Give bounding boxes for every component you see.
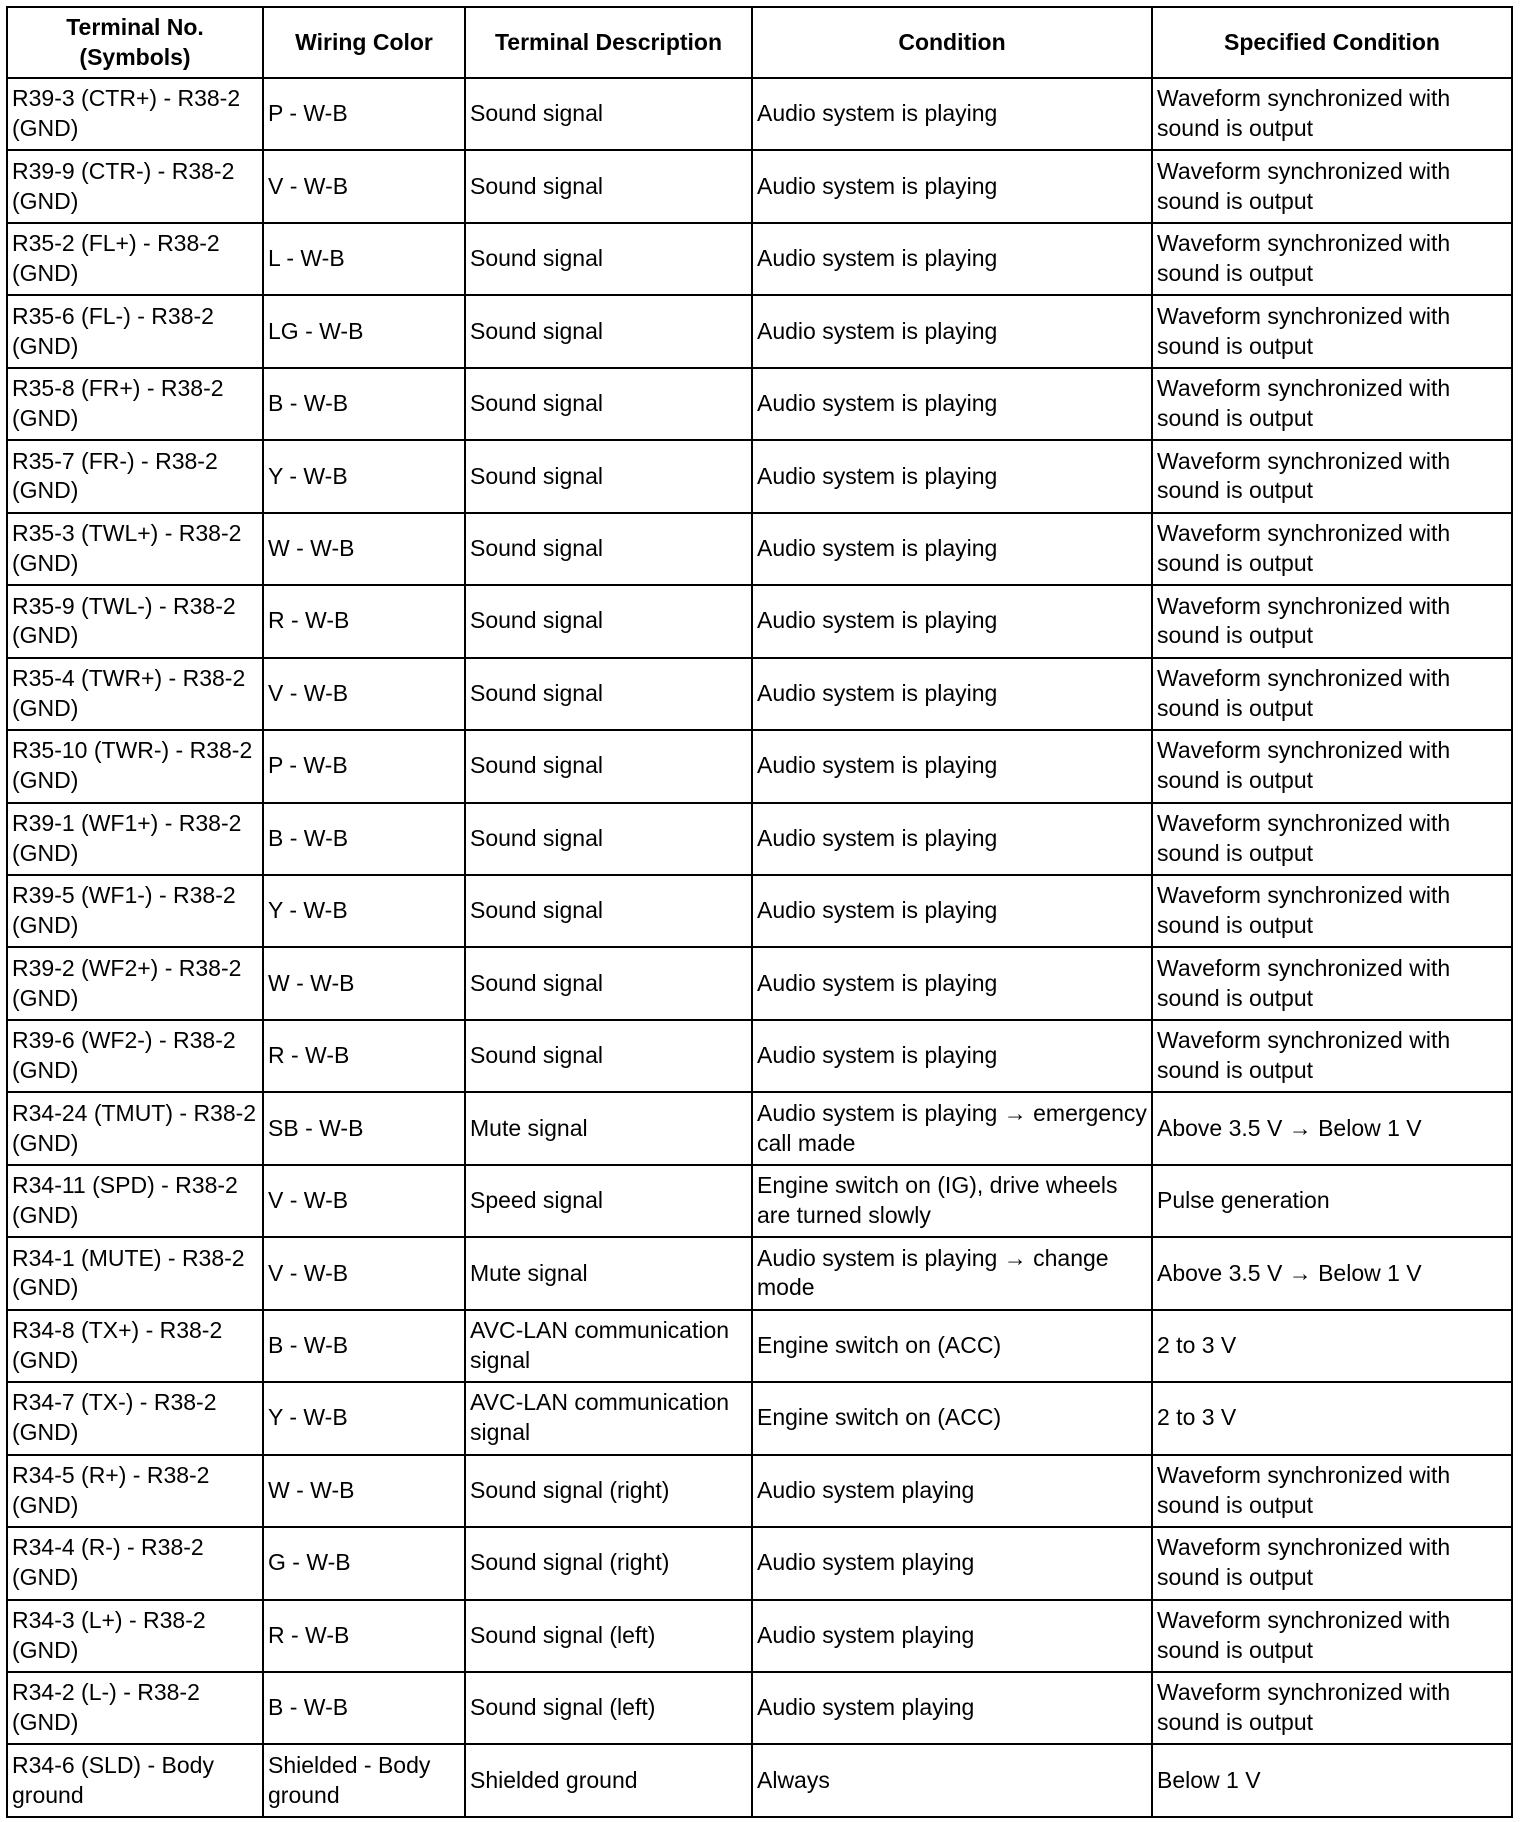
cell-terminal: R39-2 (WF2+) - R38-2 (GND) <box>7 947 263 1019</box>
table-row <box>7 947 1512 1019</box>
cell-terminal: R34-8 (TX+) - R38-2 (GND) <box>7 1310 263 1382</box>
header-terminal-no <box>7 7 263 78</box>
table-row <box>7 1382 1512 1454</box>
cell-wiring-color: P - W-B <box>263 730 465 802</box>
cell-terminal: R34-3 (L+) - R38-2 (GND) <box>7 1600 263 1672</box>
header-line: Terminal Description <box>494 28 723 55</box>
cell-description: Sound signal <box>465 1020 752 1092</box>
cell-condition: Always <box>752 1744 1152 1817</box>
cell-wiring-color: W - W-B <box>263 947 465 1019</box>
cell-condition: Engine switch on (IG), drive wheels are turned slowly <box>752 1165 1152 1237</box>
table-row <box>7 295 1512 367</box>
cell-wiring-color: R - W-B <box>263 1600 465 1672</box>
cell-terminal: R35-10 (TWR-) - R38-2 (GND) <box>7 730 263 802</box>
table-row <box>7 440 1512 512</box>
table-row <box>7 1672 1512 1744</box>
cell-terminal: R39-6 (WF2-) - R38-2 (GND) <box>7 1020 263 1092</box>
table-row <box>7 1165 1512 1237</box>
cell-condition: Audio system is playing <box>752 658 1152 730</box>
cell-specified-condition: Above 3.5 V → Below 1 V <box>1152 1237 1512 1309</box>
cell-terminal: R35-4 (TWR+) - R38-2 (GND) <box>7 658 263 730</box>
cell-terminal: R34-11 (SPD) - R38-2 (GND) <box>7 1165 263 1237</box>
cell-description: Sound signal <box>465 368 752 440</box>
cell-specified-condition: Waveform synchronized with sound is output <box>1152 730 1512 802</box>
cell-wiring-color: W - W-B <box>263 1455 465 1527</box>
table-row <box>7 585 1512 657</box>
cell-specified-condition: Waveform synchronized with sound is output <box>1152 875 1512 947</box>
cell-condition: Audio system is playing <box>752 585 1152 657</box>
cell-specified-condition: Waveform synchronized with sound is output <box>1152 585 1512 657</box>
cell-terminal: R35-7 (FR-) - R38-2 (GND) <box>7 440 263 512</box>
cell-terminal: R34-4 (R-) - R38-2 (GND) <box>7 1527 263 1599</box>
table-row <box>7 513 1512 585</box>
cell-condition: Audio system is playing <box>752 440 1152 512</box>
cell-terminal: R34-6 (SLD) - Body ground <box>7 1744 263 1817</box>
cell-description: Sound signal (left) <box>465 1672 752 1744</box>
cell-wiring-color: Shielded - Body ground <box>263 1744 465 1817</box>
cell-specified-condition: Waveform synchronized with sound is output <box>1152 1455 1512 1527</box>
cell-description: Mute signal <box>465 1237 752 1309</box>
cell-wiring-color: SB - W-B <box>263 1092 465 1164</box>
cell-description: AVC-LAN communication signal <box>465 1382 752 1454</box>
table-row <box>7 1455 1512 1527</box>
cell-terminal: R35-3 (TWL+) - R38-2 (GND) <box>7 513 263 585</box>
cell-wiring-color: Y - W-B <box>263 440 465 512</box>
cell-specified-condition: Waveform synchronized with sound is output <box>1152 803 1512 875</box>
cell-condition: Audio system playing <box>752 1600 1152 1672</box>
table-row <box>7 1020 1512 1092</box>
cell-terminal: R34-1 (MUTE) - R38-2 (GND) <box>7 1237 263 1309</box>
table-row <box>7 368 1512 440</box>
header-row <box>7 7 1512 78</box>
cell-specified-condition: Waveform synchronized with sound is output <box>1152 513 1512 585</box>
cell-terminal: R34-7 (TX-) - R38-2 (GND) <box>7 1382 263 1454</box>
header-terminal-description <box>465 7 752 78</box>
cell-wiring-color: V - W-B <box>263 150 465 222</box>
header-condition <box>752 7 1152 78</box>
cell-wiring-color: B - W-B <box>263 1672 465 1744</box>
cell-description: Sound signal <box>465 223 752 295</box>
cell-description: Sound signal (right) <box>465 1527 752 1599</box>
cell-description: Sound signal <box>465 730 752 802</box>
cell-description: Sound signal <box>465 513 752 585</box>
cell-condition: Engine switch on (ACC) <box>752 1382 1152 1454</box>
cell-specified-condition: Waveform synchronized with sound is output <box>1152 658 1512 730</box>
cell-specified-condition: Waveform synchronized with sound is output <box>1152 78 1512 150</box>
cell-wiring-color: V - W-B <box>263 1237 465 1309</box>
table-row <box>7 1237 1512 1309</box>
cell-condition: Audio system playing <box>752 1672 1152 1744</box>
cell-specified-condition: Waveform synchronized with sound is output <box>1152 947 1512 1019</box>
cell-description: Sound signal <box>465 875 752 947</box>
cell-specified-condition: Below 1 V <box>1152 1744 1512 1817</box>
cell-wiring-color: B - W-B <box>263 368 465 440</box>
cell-terminal: R35-2 (FL+) - R38-2 (GND) <box>7 223 263 295</box>
cell-terminal: R39-3 (CTR+) - R38-2 (GND) <box>7 78 263 150</box>
cell-terminal: R35-6 (FL-) - R38-2 (GND) <box>7 295 263 367</box>
cell-description: Sound signal <box>465 585 752 657</box>
cell-condition: Audio system is playing <box>752 1020 1152 1092</box>
cell-condition: Audio system is playing <box>752 223 1152 295</box>
cell-wiring-color: R - W-B <box>263 1020 465 1092</box>
cell-condition: Audio system is playing <box>752 875 1152 947</box>
table-body <box>7 78 1512 1817</box>
cell-terminal: R39-1 (WF1+) - R38-2 (GND) <box>7 803 263 875</box>
table-row <box>7 1092 1512 1164</box>
cell-terminal: R35-8 (FR+) - R38-2 (GND) <box>7 368 263 440</box>
cell-terminal: R35-9 (TWL-) - R38-2 (GND) <box>7 585 263 657</box>
cell-wiring-color: LG - W-B <box>263 295 465 367</box>
header-wiring-color <box>263 7 465 78</box>
cell-condition: Audio system is playing <box>752 947 1152 1019</box>
cell-specified-condition: Waveform synchronized with sound is output <box>1152 150 1512 222</box>
cell-condition: Audio system is playing <box>752 150 1152 222</box>
cell-description: AVC-LAN communication signal <box>465 1310 752 1382</box>
header-line: Terminal No. <box>66 13 204 40</box>
cell-specified-condition: Waveform synchronized with sound is output <box>1152 1527 1512 1599</box>
cell-wiring-color: B - W-B <box>263 803 465 875</box>
cell-terminal: R34-2 (L-) - R38-2 (GND) <box>7 1672 263 1744</box>
cell-wiring-color: Y - W-B <box>263 1382 465 1454</box>
cell-description: Sound signal <box>465 78 752 150</box>
table-row <box>7 150 1512 222</box>
cell-specified-condition: Waveform synchronized with sound is output <box>1152 1600 1512 1672</box>
terminal-table <box>6 6 1513 1818</box>
table-row <box>7 78 1512 150</box>
cell-specified-condition: Pulse generation <box>1152 1165 1512 1237</box>
cell-condition: Audio system is playing <box>752 295 1152 367</box>
header-line: Specified Condition <box>1224 28 1440 55</box>
cell-wiring-color: P - W-B <box>263 78 465 150</box>
table-row <box>7 1600 1512 1672</box>
cell-wiring-color: W - W-B <box>263 513 465 585</box>
cell-terminal: R39-9 (CTR-) - R38-2 (GND) <box>7 150 263 222</box>
cell-specified-condition: Above 3.5 V → Below 1 V <box>1152 1092 1512 1164</box>
header-line: Condition <box>898 28 1006 55</box>
cell-description: Sound signal <box>465 295 752 367</box>
cell-wiring-color: L - W-B <box>263 223 465 295</box>
table-row <box>7 1527 1512 1599</box>
cell-terminal: R34-24 (TMUT) - R38-2 (GND) <box>7 1092 263 1164</box>
table-row <box>7 1744 1512 1817</box>
cell-terminal: R34-5 (R+) - R38-2 (GND) <box>7 1455 263 1527</box>
cell-specified-condition: Waveform synchronized with sound is output <box>1152 368 1512 440</box>
cell-condition: Audio system is playing <box>752 513 1152 585</box>
cell-wiring-color: G - W-B <box>263 1527 465 1599</box>
cell-specified-condition: Waveform synchronized with sound is output <box>1152 295 1512 367</box>
cell-specified-condition: Waveform synchronized with sound is output <box>1152 1020 1512 1092</box>
cell-description: Sound signal <box>465 803 752 875</box>
cell-specified-condition: Waveform synchronized with sound is output <box>1152 440 1512 512</box>
table-row <box>7 658 1512 730</box>
cell-wiring-color: R - W-B <box>263 585 465 657</box>
cell-description: Mute signal <box>465 1092 752 1164</box>
cell-description: Sound signal <box>465 658 752 730</box>
table-row <box>7 1310 1512 1382</box>
cell-condition: Audio system is playing → emergency call made <box>752 1092 1152 1164</box>
header-line: Wiring Color <box>295 28 433 55</box>
cell-specified-condition: Waveform synchronized with sound is output <box>1152 223 1512 295</box>
cell-description: Sound signal <box>465 440 752 512</box>
cell-description: Sound signal (left) <box>465 1600 752 1672</box>
header-line: (Symbols) <box>79 43 191 70</box>
cell-description: Sound signal (right) <box>465 1455 752 1527</box>
cell-condition: Audio system playing <box>752 1527 1152 1599</box>
cell-specified-condition: Waveform synchronized with sound is output <box>1152 1672 1512 1744</box>
cell-specified-condition: 2 to 3 V <box>1152 1310 1512 1382</box>
cell-condition: Audio system is playing → change mode <box>752 1237 1152 1309</box>
cell-condition: Audio system is playing <box>752 78 1152 150</box>
cell-specified-condition: 2 to 3 V <box>1152 1382 1512 1454</box>
cell-description: Sound signal <box>465 150 752 222</box>
table-row <box>7 875 1512 947</box>
cell-wiring-color: Y - W-B <box>263 875 465 947</box>
cell-wiring-color: V - W-B <box>263 1165 465 1237</box>
cell-condition: Audio system playing <box>752 1455 1152 1527</box>
header-specified-condition <box>1152 7 1512 78</box>
table-row <box>7 223 1512 295</box>
cell-terminal: R39-5 (WF1-) - R38-2 (GND) <box>7 875 263 947</box>
cell-description: Speed signal <box>465 1165 752 1237</box>
cell-condition: Audio system is playing <box>752 803 1152 875</box>
cell-condition: Audio system is playing <box>752 730 1152 802</box>
cell-wiring-color: B - W-B <box>263 1310 465 1382</box>
cell-description: Shielded ground <box>465 1744 752 1817</box>
cell-condition: Engine switch on (ACC) <box>752 1310 1152 1382</box>
cell-wiring-color: V - W-B <box>263 658 465 730</box>
cell-condition: Audio system is playing <box>752 368 1152 440</box>
cell-description: Sound signal <box>465 947 752 1019</box>
table-row <box>7 730 1512 802</box>
table-row <box>7 803 1512 875</box>
